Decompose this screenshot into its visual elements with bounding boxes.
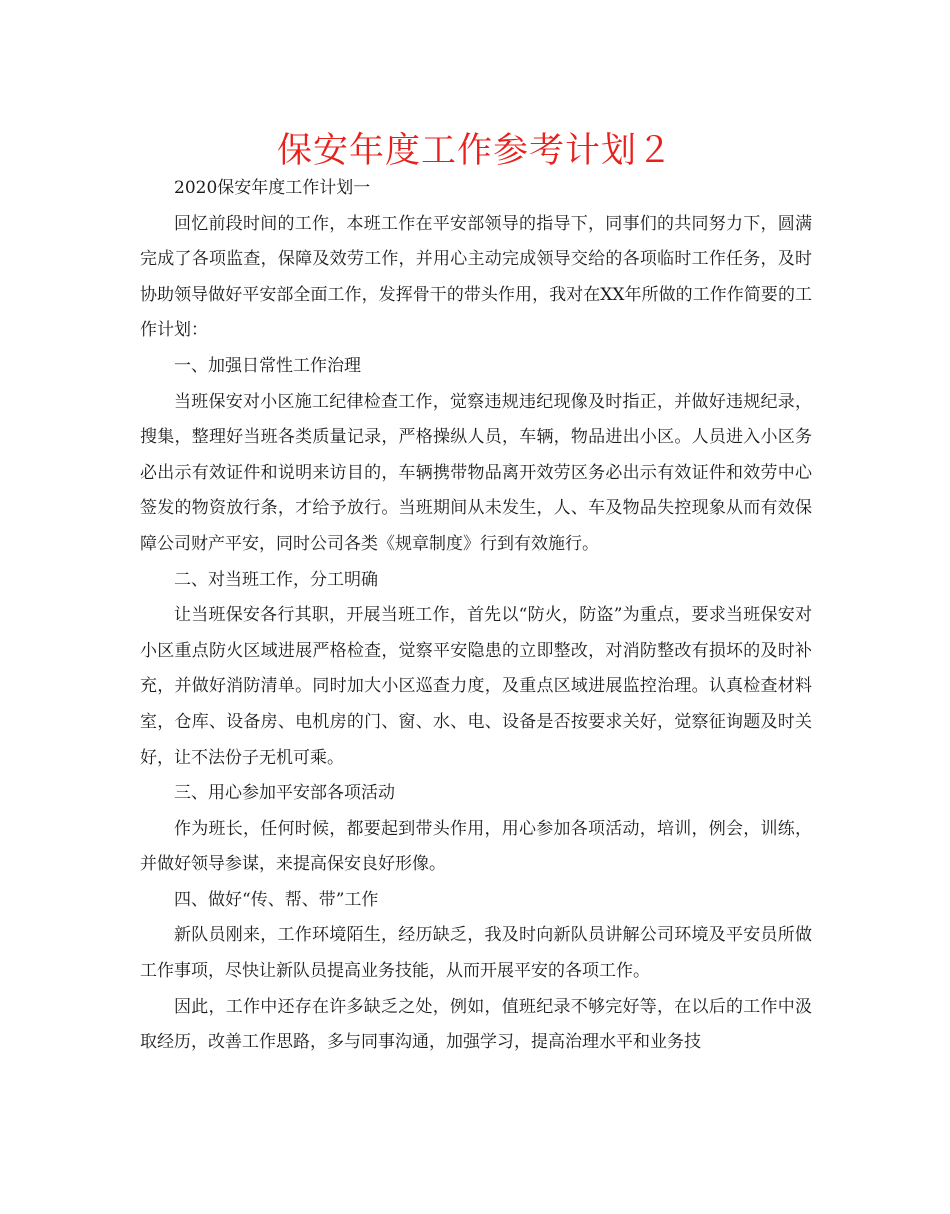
section-heading-2: 二、对当班工作，分工明确 xyxy=(174,569,378,590)
section-heading-4: 四、做好“传、帮、带”工作 xyxy=(174,889,379,910)
paragraph-section-3: 作为班长，任何时候，都要起到带头作用，用心参加各项活动，培训，例会，训练，并做好领导参谋，来提高保安良好形像。 xyxy=(140,818,812,875)
paragraph-section-4: 新队员刚来，工作环境陌生，经历缺乏，我及时向新队员讲解公司环境及平安员所做工作事项，尽快让新队员提高业务技能，从而开展平安的各项工作。 xyxy=(140,925,812,982)
paragraph-conclusion: 因此，工作中还存在许多缺乏之处，例如，值班纪录不够完好等，在以后的工作中汲取经历，改善工作思路，多与同事沟通，加强学习，提高治理水平和业务技 xyxy=(140,996,812,1053)
paragraph-section-2: 让当班保安各行其职，开展当班工作，首先以“防火，防盗”为重点，要求当班保安对小区重点防火区域进展严格检查，觉察平安隐患的立即整改，对消防整改有损坏的及时补充，并做好消防清单。同时加大小区巡查力度，及重点区域进展监控治理。认真检查材料室，仓库、设备房、电机房的门、窗、水、电、设备是否按要求关好，觉察征询题及时关好，让不法份子无机可乘。 xyxy=(140,605,812,768)
paragraph-section-1: 当班保安对小区施工纪律检查工作，觉察违规违纪现像及时指正，并做好违规纪录，搜集，整理好当班各类质量记录，严格操纵人员，车辆，物品进出小区。人员进入小区务必出示有效证件和说明来访目的，车辆携带物品离开效劳区务必出示有效证件和效劳中心签发的物资放行条，才给予放行。当班期间从未发生，人、车及物品失控现象从而有效保障公司财产平安，同时公司各类《规章制度》行到有效施行。 xyxy=(140,391,812,554)
section-heading-1: 一、加强日常性工作治理 xyxy=(174,355,361,376)
document-body xyxy=(140,171,812,1061)
paragraph-subtitle: 2020保安年度工作计划一 xyxy=(174,178,371,198)
paragraph-intro: 回忆前段时间的工作，本班工作在平安部领导的指导下，同事们的共同努力下，圆满完成了各项监查，保障及效劳工作，并用心主动完成领导交给的各项临时工作任务，及时协助领导做好平安部全面工作，发挥骨干的带头作用，我对在XX年所做的工作作简要的工作计划： xyxy=(140,213,812,341)
document-title: 保安年度工作参考计划２ xyxy=(276,131,673,171)
section-heading-3: 三、用心参加平安部各项活动 xyxy=(174,783,395,804)
